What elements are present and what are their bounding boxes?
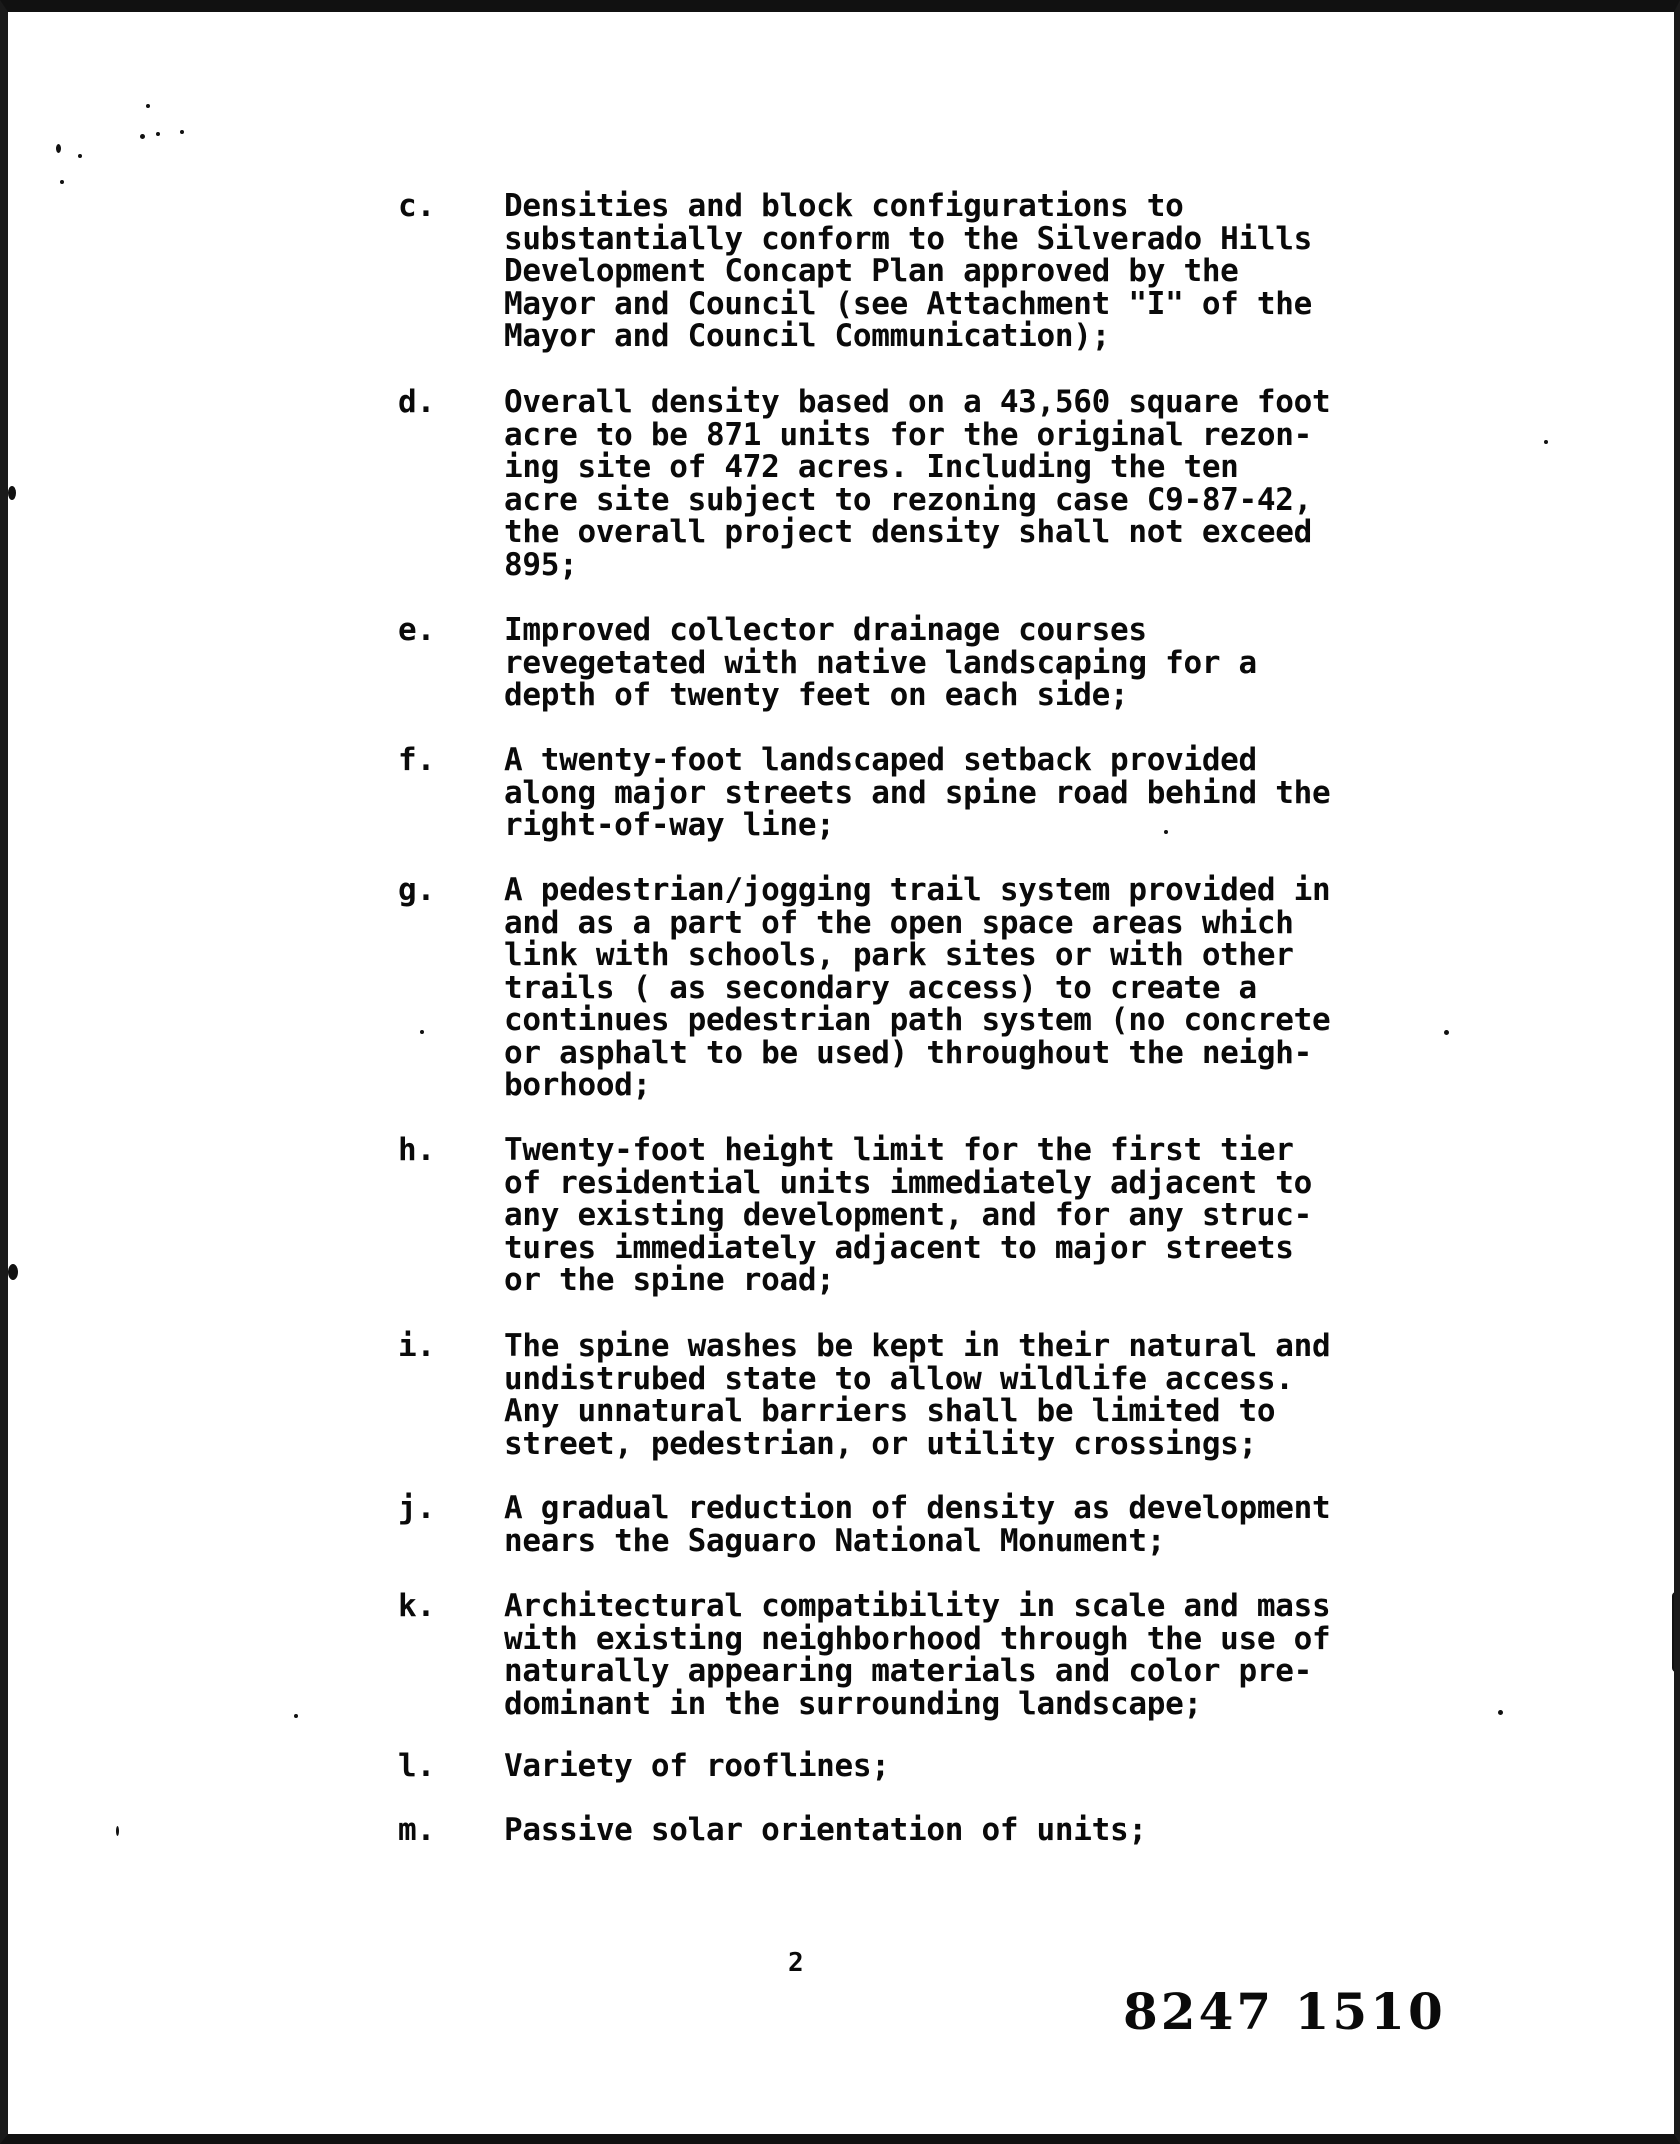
- scan-speck: [1544, 440, 1548, 444]
- item-label: c.: [398, 188, 436, 224]
- scan-speck: [1444, 1030, 1449, 1035]
- item-text: Twenty-foot height limit for the first tier of residential units immediately adjacent to any existing development, and for any struc- tures immediately adjacent to major streets or the spine road;: [504, 1132, 1312, 1298]
- scan-speck: [1676, 832, 1679, 892]
- item-label: j.: [398, 1490, 436, 1526]
- page-number: 2: [788, 1948, 804, 1978]
- item-label: i.: [398, 1328, 436, 1364]
- item-text: Overall density based on a 43,560 square foot acre to be 871 units for the original rezon- ing site of 472 acres. Including the ten acre site subject to rezoning case C9-87-42, the overall project density shall not exceed 895;: [504, 384, 1331, 583]
- item-label: l.: [398, 1748, 436, 1784]
- item-text: Passive solar orientation of units;: [504, 1812, 1147, 1848]
- item-label: k.: [398, 1588, 436, 1624]
- scan-speck: [156, 132, 160, 136]
- scan-speck: [1672, 1592, 1680, 1672]
- item-label: e.: [398, 612, 436, 648]
- item-text: A gradual reduction of density as development nears the Saguaro National Monument;: [504, 1490, 1331, 1559]
- item-label: f.: [398, 742, 436, 778]
- scan-speck: [116, 1826, 119, 1836]
- scan-speck: [78, 154, 82, 158]
- document-code: 8247 1510: [1123, 1982, 1446, 2041]
- scan-speck: [420, 1030, 424, 1034]
- item-text: A twenty-foot landscaped setback provided along major streets and spine road behind the right-of-way line;: [504, 742, 1331, 843]
- item-text: A pedestrian/jogging trail system provided in and as a part of the open space areas which link with schools, park sites or with other trails ( as secondary access) to create a continues pedestrian path system (no concrete or asphalt to be used) throughout the neigh- borhood;: [504, 872, 1331, 1103]
- item-label: g.: [398, 872, 436, 908]
- scan-speck: [56, 144, 61, 153]
- scan-speck: [140, 134, 145, 139]
- item-text: Architectural compatibility in scale and mass with existing neighborhood through the use of naturally appearing materials and color pre- dominant in the surrounding landscape;: [504, 1588, 1331, 1722]
- item-text: The spine washes be kept in their natural and undistrubed state to allow wildlife access. Any unnatural barriers shall be limited to street, pedestrian, or utility crossings;: [504, 1328, 1331, 1462]
- item-text: Densities and block configurations to substantially conform to the Silverado Hills Development Concapt Plan approved by the Mayor and Council (see Attachment "I" of the Mayor and Council Communication);: [504, 188, 1312, 354]
- scan-speck: [1164, 830, 1168, 834]
- item-text: Improved collector drainage courses revegetated with native landscaping for a depth of twenty feet on each side;: [504, 612, 1257, 713]
- scan-speck: [8, 1264, 18, 1280]
- item-label: h.: [398, 1132, 436, 1168]
- scan-speck: [60, 180, 64, 184]
- scan-speck: [294, 1714, 298, 1718]
- item-text: Variety of rooflines;: [504, 1748, 890, 1784]
- scan-speck: [1498, 1710, 1503, 1715]
- item-label: m.: [398, 1812, 436, 1848]
- item-label: d.: [398, 384, 436, 420]
- scan-speck: [146, 104, 150, 108]
- scan-speck: [8, 486, 16, 500]
- scan-speck: [180, 130, 184, 134]
